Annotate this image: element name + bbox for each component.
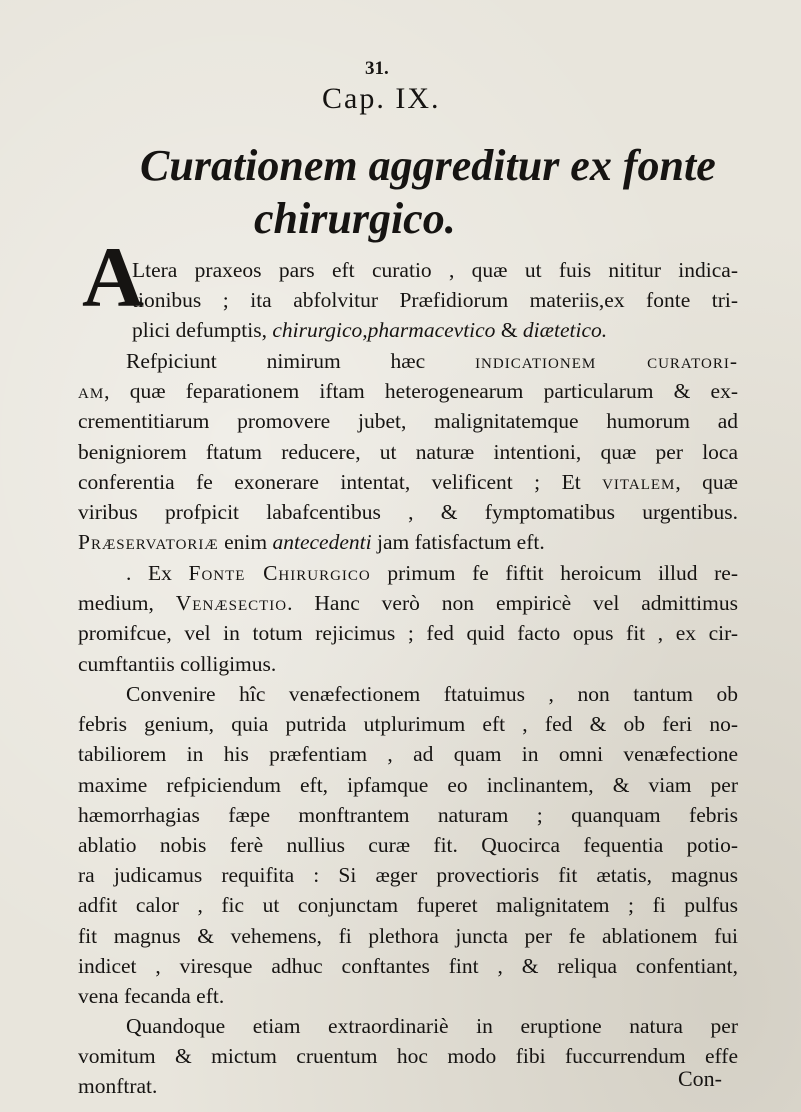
text-line: ra judicamus requifita : Si æger provectioris fit ætatis, magnus (78, 863, 738, 888)
text-line: plici defumptis, chirurgico,pharmacevtico & diætetico. (132, 318, 608, 343)
text-line: am, quæ feparationem iftam heterogenearum particularum & ex- (78, 379, 738, 404)
chapter-title-line-1: Curationem aggreditur ex fonte (140, 141, 716, 190)
text-line: tabiliorem in his præfentiam , ad quam in omni venæfectione (78, 742, 738, 767)
text-line: Ltera praxeos pars eft curatio , quæ ut fuis nititur indica- (132, 258, 738, 282)
chapter-heading: Cap. IX. (322, 82, 441, 115)
text-line: viribus profpicit labafcentibus , & fymptomatibus urgentibus. (78, 500, 738, 525)
text-line: Quandoque etiam extraordinariè in eruptione natura per (126, 1014, 738, 1038)
paragraph-1 (78, 255, 738, 346)
text-line: conferentia fe exonerare intentat, velificent ; Et vitalem, quæ (78, 469, 738, 494)
text-line: medium, Venæsectio. Hanc verò non empiricè vel admittimus (78, 591, 738, 616)
text-line: adfit calor , fic ut conjunctam fuperet malignitatem ; fi pulfus (78, 893, 738, 918)
text-line: Refpiciunt nimirum hæc indicationem curatori- (126, 349, 738, 373)
text-line: ablatio nobis ferè nullius curæ fit. Quocirca fequentia potio- (78, 833, 738, 858)
text-line: cumftantiis colligimus. (78, 651, 277, 676)
text-line: benigniorem ftatum reducere, ut naturæ intentioni, quæ per loca (78, 439, 738, 464)
paragraph-4 (78, 679, 738, 1011)
text-line: indicet , viresque adhuc conftantes fint , & reliqua confentiant, (78, 953, 738, 978)
text-line: . Ex Fonte Chirurgico primum fe fiftit heroicum illud re- (126, 561, 738, 585)
text-line: tionibus ; ita abfolvitur Præfidiorum materiis,ex fonte tri- (132, 288, 738, 313)
drop-capital: A (82, 229, 145, 325)
text-line: maxime refpiciendum eft, ipfamque eo inclinantem, & viam per (78, 772, 738, 797)
text-line: crementitiarum promovere jubet, malignitatemque humorum ad (78, 409, 738, 434)
text-line: vomitum & mictum cruentum hoc modo fibi fuccurrendum effe (78, 1044, 738, 1069)
paragraph-5 (78, 1011, 738, 1102)
page-number: 31. (365, 58, 389, 79)
text-line: febris genium, quia putrida utplurimum eft , fed & ob feri no- (78, 712, 738, 737)
text-line: vena fecanda eft. (78, 984, 225, 1009)
paragraph-3 (78, 558, 738, 679)
text-line: Convenire hîc venæfectionem ftatuimus , non tantum ob (126, 682, 738, 706)
chapter-title-line-2: chirurgico. (254, 194, 456, 243)
text-line: promifcue, vel in totum rejicimus ; fed quid facto opus fit , ex cir- (78, 621, 738, 646)
text-line: monftrat. (78, 1074, 158, 1099)
text-line: fit magnus & vehemens, fi plethora juncta per fe ablationem fui (78, 923, 738, 948)
paragraph-2 (78, 346, 738, 557)
text-line: Præservatoriæ enim antecedenti jam fatisfactum eft. (78, 530, 545, 555)
catchword: Con- (678, 1066, 722, 1091)
text-line: hæmorrhagias fæpe monftrantem naturam ; quanquam febris (78, 802, 738, 827)
